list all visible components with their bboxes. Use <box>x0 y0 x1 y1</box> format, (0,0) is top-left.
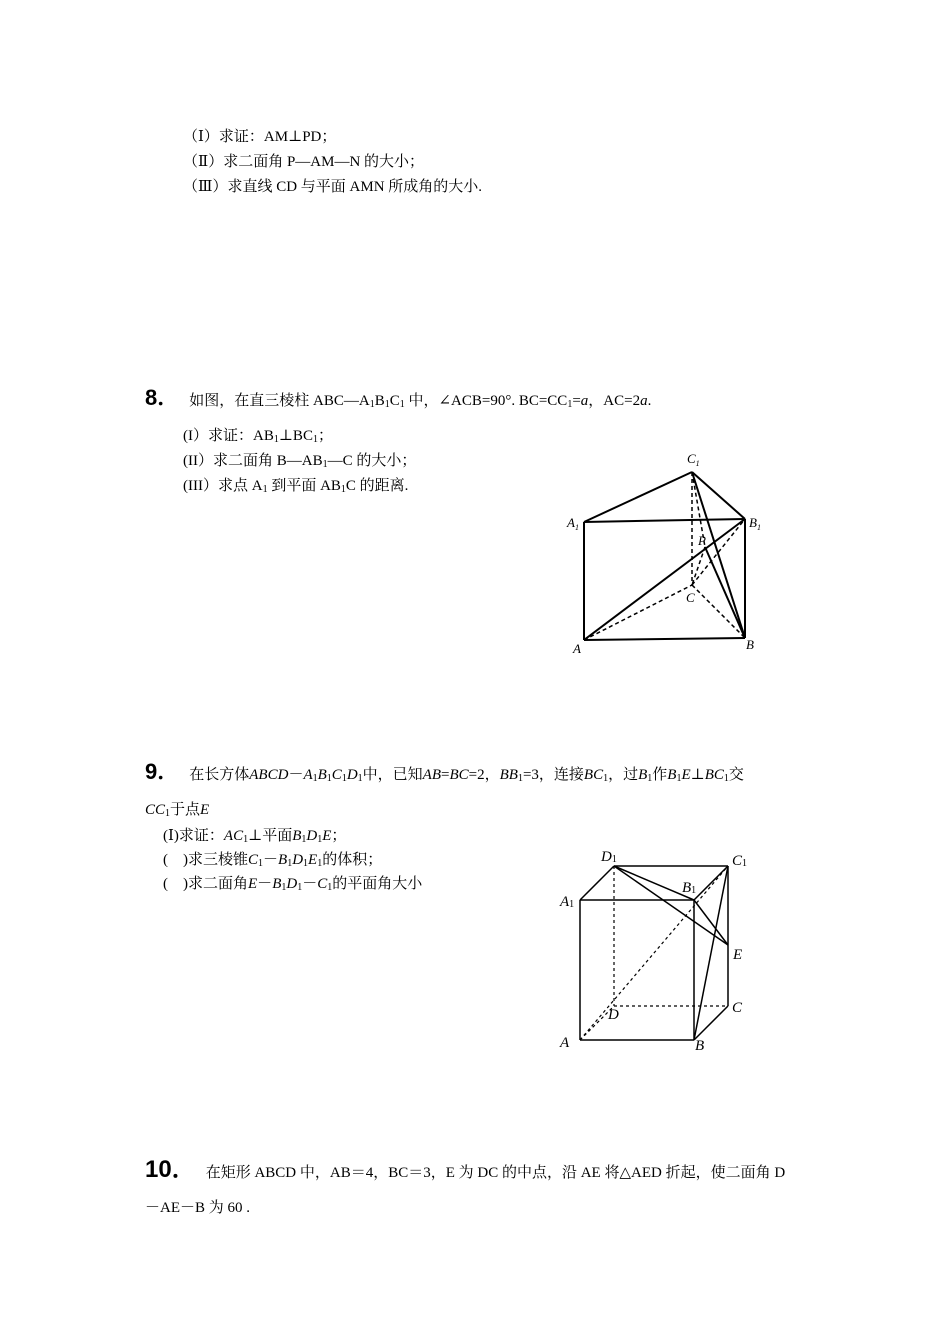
q8-stem: 8． 如图，在直三棱柱 $ABC—A_1B_1C_1$ 中，∠ACB=90°. $BC=CC_1=a$，AC=2a. <box>145 385 652 410</box>
label-A: A <box>573 641 581 656</box>
q9-item-3: ( )求二面角$E-B_1D_1-C_1$的平面角大小 <box>163 876 423 893</box>
q9-number: 9． <box>145 759 180 784</box>
label-C: C <box>686 590 695 605</box>
label-B1: $B_1$ <box>749 515 761 532</box>
q10-line-1: 10． 在矩形 ABCD 中，AB＝4，BC＝3，E 为 DC 的中点，沿 AE 将△AED 折起，使二面角 D <box>145 1156 786 1183</box>
q8-item-2: (II）求二面角 $B—AB_1—C$ 的大小； <box>183 453 417 470</box>
label-D1: D1 <box>601 849 617 865</box>
q9-stem-line2: $CC_1$于点E <box>145 802 210 819</box>
q8-number: 8． <box>145 385 180 410</box>
segment-B1E <box>694 900 728 945</box>
edge-A1D1 <box>580 866 614 900</box>
label-A1: A1 <box>560 894 575 910</box>
q9-item-1: (Ⅰ)求证：$AC_1\perp$平面$B_1D_1E$； <box>163 828 347 845</box>
q7-item-2: （Ⅱ）求二面角 P—AM—N 的大小； <box>183 154 425 170</box>
segment-C1B <box>692 472 745 638</box>
label-D: D <box>608 1007 619 1023</box>
label-B: B <box>695 1038 705 1054</box>
label-B1: B1 <box>682 880 697 896</box>
label-P: P <box>698 533 706 548</box>
prism-figure <box>560 445 790 660</box>
q9-item-2: ( )求三棱锥$C_1-B_1D_1E_1$的体积； <box>163 852 383 869</box>
label-C1: $C_1$ <box>687 451 700 468</box>
edge-A1B1 <box>584 519 745 522</box>
label-B: B <box>746 637 754 652</box>
label-C1: C1 <box>732 853 748 869</box>
q8-item-1: (I）求证：$AB_1\perp BC_1$； <box>183 428 333 445</box>
q8-item-3: (III）求点 $A_1$ 到平面 $AB_1C$ 的距离. <box>183 478 409 495</box>
edge-A1C1 <box>584 472 692 522</box>
label-E: E <box>733 947 743 963</box>
q9-stem: 9． 在长方体$ABCD-A_1B_1C_1D_1$中，已知AB=BC=2，$BB_1=3$，连接$BC_1$，过$B_1$作$B_1E\perp BC_1$交 <box>145 759 744 784</box>
label-C: C <box>732 1000 743 1016</box>
q10-number: 10． <box>145 1156 196 1183</box>
label-A: A <box>560 1035 570 1051</box>
segment-BC1 <box>694 866 728 1040</box>
edge-AC-hidden <box>584 585 692 640</box>
cuboid-figure <box>550 845 780 1060</box>
q7-item-3: （Ⅲ）求直线 CD 与平面 AMN 所成角的大小. <box>183 179 483 195</box>
label-A1: $A_1$ <box>567 515 579 532</box>
q10-line-2: －AE－B 为 60 . <box>145 1200 251 1216</box>
segment-AC1-hidden <box>580 866 728 1040</box>
edge-AB1 <box>584 519 745 640</box>
edge-AB <box>584 638 745 640</box>
q7-item-1: （Ⅰ）求证：AM⊥PD； <box>183 129 337 145</box>
